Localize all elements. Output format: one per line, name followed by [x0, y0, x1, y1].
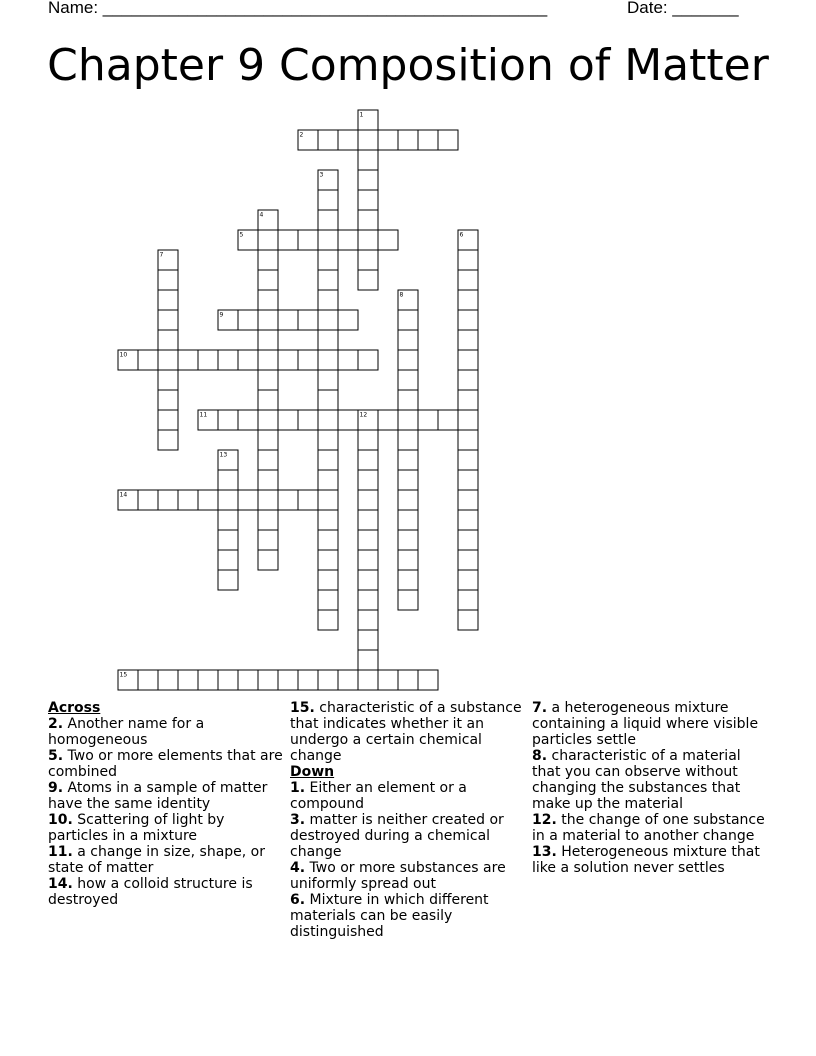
grid-cell[interactable] — [358, 610, 378, 630]
grid-cell[interactable] — [318, 590, 338, 610]
grid-cell[interactable] — [378, 130, 398, 150]
down-clue — [290, 812, 525, 860]
down-clue — [532, 812, 767, 844]
grid-cell[interactable] — [218, 510, 238, 530]
clue-number-label: 2. — [48, 716, 64, 732]
grid-cell[interactable] — [258, 470, 278, 490]
grid-cell[interactable] — [178, 490, 198, 510]
grid-cell[interactable] — [278, 310, 298, 330]
grid-cell[interactable] — [258, 490, 278, 510]
grid-cell[interactable] — [318, 350, 338, 370]
grid-cell[interactable] — [398, 450, 418, 470]
clues-column-3 — [532, 700, 767, 876]
grid-cell[interactable] — [238, 410, 258, 430]
grid-cell[interactable] — [338, 350, 358, 370]
grid-cell[interactable] — [138, 350, 158, 370]
grid-cell[interactable] — [358, 510, 378, 530]
grid-cell[interactable] — [378, 230, 398, 250]
grid-cell[interactable] — [158, 410, 178, 430]
clue-number-label: 1. — [290, 780, 306, 796]
grid-cell[interactable] — [318, 230, 338, 250]
clue-number: 8 — [399, 291, 404, 299]
grid-cell[interactable] — [298, 670, 318, 690]
grid-cell[interactable] — [358, 270, 378, 290]
grid-cell[interactable] — [398, 430, 418, 450]
grid-cell[interactable] — [258, 390, 278, 410]
grid-cell[interactable] — [258, 510, 278, 530]
across-clue — [48, 748, 283, 780]
across-clue — [48, 844, 283, 876]
grid-cell[interactable] — [278, 670, 298, 690]
grid-cell[interactable] — [138, 670, 158, 690]
grid-cell[interactable] — [398, 470, 418, 490]
grid-cell[interactable] — [458, 570, 478, 590]
across-clue — [48, 876, 283, 908]
clue-text: characteristic of a substance that indicates whether it an undergo a certain chemical change — [290, 700, 522, 764]
grid-cell[interactable] — [298, 490, 318, 510]
grid-cell[interactable] — [318, 670, 338, 690]
grid-cell[interactable] — [358, 430, 378, 450]
grid-cell[interactable] — [338, 670, 358, 690]
grid-cell[interactable] — [398, 410, 418, 430]
grid-cell[interactable] — [358, 170, 378, 190]
clue-text: Another name for a homogeneous — [48, 716, 205, 748]
grid-cell[interactable] — [218, 530, 238, 550]
clue-number: 9 — [219, 311, 224, 319]
clues-column-2 — [290, 700, 525, 940]
across-clues-continued — [290, 700, 525, 764]
clue-number-label: 8. — [532, 748, 548, 764]
grid-cell[interactable] — [338, 310, 358, 330]
grid-cell[interactable] — [398, 390, 418, 410]
clue-number-label: 5. — [48, 748, 64, 764]
clue-number-label: 6. — [290, 892, 306, 908]
grid-cell[interactable] — [338, 130, 358, 150]
grid-cell[interactable] — [458, 490, 478, 510]
grid-cell[interactable] — [158, 430, 178, 450]
grid-cell[interactable] — [458, 430, 478, 450]
clues-column-1 — [48, 700, 283, 908]
grid-cell[interactable] — [158, 390, 178, 410]
clue-number: 1 — [359, 111, 364, 119]
clue-text: Two or more substances are uniformly spread out — [290, 860, 506, 892]
grid-cell[interactable] — [458, 330, 478, 350]
grid-cell[interactable] — [318, 530, 338, 550]
clue-text: how a colloid structure is destroyed — [48, 876, 253, 908]
clue-number: 15 — [119, 671, 128, 679]
grid-cell[interactable] — [298, 230, 318, 250]
grid-cell[interactable] — [438, 410, 458, 430]
down-clues-continued — [532, 700, 767, 876]
grid-cell[interactable] — [218, 490, 238, 510]
clue-number: 4 — [259, 211, 264, 219]
grid-cell[interactable] — [458, 510, 478, 530]
grid-cell[interactable] — [398, 330, 418, 350]
grid-cell[interactable] — [398, 370, 418, 390]
grid-cell[interactable] — [218, 670, 238, 690]
grid-cell[interactable] — [458, 390, 478, 410]
grid-cell[interactable] — [158, 270, 178, 290]
across-clue — [48, 812, 283, 844]
grid-cell[interactable] — [358, 230, 378, 250]
grid-cell[interactable] — [258, 670, 278, 690]
grid-cell[interactable] — [358, 450, 378, 470]
clue-number: 12 — [359, 411, 368, 419]
clue-text: a heterogeneous mixture containing a liquid where visible particles settle — [532, 700, 759, 748]
grid-cell[interactable] — [318, 190, 338, 210]
grid-cell[interactable] — [378, 410, 398, 430]
page-title: Chapter 9 Composition of Matter — [47, 40, 769, 91]
grid-cell[interactable] — [358, 470, 378, 490]
grid-cell[interactable] — [158, 670, 178, 690]
grid-cell[interactable] — [258, 350, 278, 370]
clue-text: a change in size, shape, or state of matter — [48, 844, 265, 876]
clue-text: Scattering of light by particles in a mixture — [48, 812, 225, 844]
grid-cell[interactable] — [458, 530, 478, 550]
across-clue — [48, 716, 283, 748]
clue-text: Atoms in a sample of matter have the same identity — [48, 780, 268, 812]
grid-cell[interactable] — [258, 330, 278, 350]
grid-cell[interactable] — [338, 230, 358, 250]
grid-cell[interactable] — [318, 430, 338, 450]
grid-cell[interactable] — [398, 490, 418, 510]
grid-cell[interactable] — [218, 550, 238, 570]
grid-cell[interactable] — [358, 250, 378, 270]
grid-cell[interactable] — [438, 130, 458, 150]
grid-cell[interactable] — [358, 550, 378, 570]
clue-number-label: 9. — [48, 780, 64, 796]
grid-cell[interactable] — [358, 210, 378, 230]
grid-cell[interactable] — [318, 250, 338, 270]
clue-number-label: 13. — [532, 844, 557, 860]
grid-cell[interactable] — [318, 410, 338, 430]
grid-cell[interactable] — [198, 670, 218, 690]
grid-cell[interactable] — [358, 590, 378, 610]
grid-cell[interactable] — [378, 670, 398, 690]
grid-cell[interactable] — [418, 130, 438, 150]
clue-text: matter is neither created or destroyed during a chemical change — [290, 812, 504, 860]
grid-cell[interactable] — [318, 330, 338, 350]
across-clue — [290, 700, 525, 764]
grid-cell[interactable] — [318, 390, 338, 410]
across-clues — [48, 716, 283, 908]
down-clue — [532, 748, 767, 812]
grid-cell[interactable] — [418, 410, 438, 430]
grid-cell[interactable] — [358, 650, 378, 670]
grid-cell[interactable] — [318, 510, 338, 530]
grid-cell[interactable] — [458, 290, 478, 310]
grid-cell[interactable] — [238, 670, 258, 690]
grid-cell[interactable] — [298, 410, 318, 430]
grid-cell[interactable] — [458, 450, 478, 470]
grid-cell[interactable] — [358, 490, 378, 510]
grid-cell[interactable] — [398, 310, 418, 330]
grid-cell[interactable] — [298, 350, 318, 370]
clue-number: 5 — [239, 231, 244, 239]
grid-cell[interactable] — [258, 550, 278, 570]
clue-number: 2 — [299, 131, 304, 139]
clue-number: 10 — [119, 351, 128, 359]
grid-cell[interactable] — [458, 250, 478, 270]
clue-number: 11 — [199, 411, 208, 419]
down-clues — [290, 780, 525, 940]
grid-cell[interactable] — [398, 510, 418, 530]
grid-cell[interactable] — [318, 270, 338, 290]
grid-cell[interactable] — [258, 290, 278, 310]
grid-cell[interactable] — [458, 310, 478, 330]
grid-cell[interactable] — [158, 290, 178, 310]
clue-number-label: 14. — [48, 876, 73, 892]
grid-cell[interactable] — [278, 350, 298, 370]
down-clue — [290, 780, 525, 812]
grid-cell[interactable] — [458, 410, 478, 430]
clue-text: Two or more elements that are combined — [48, 748, 283, 780]
grid-cell[interactable] — [258, 270, 278, 290]
down-clue — [290, 860, 525, 892]
grid-cell[interactable] — [158, 350, 178, 370]
grid-cell[interactable] — [158, 310, 178, 330]
clue-text: characteristic of a material that you can observe without changing the substances that make up the material — [532, 748, 741, 812]
down-clue — [532, 700, 767, 748]
grid-cell[interactable] — [358, 190, 378, 210]
date-field-label[interactable]: Date: _______ — [627, 0, 739, 17]
clue-number: 3 — [319, 171, 324, 179]
grid-cell[interactable] — [358, 130, 378, 150]
grid-cell[interactable] — [458, 270, 478, 290]
grid-cell[interactable] — [278, 490, 298, 510]
grid-cell[interactable] — [398, 130, 418, 150]
grid-cell[interactable] — [458, 370, 478, 390]
grid-cell[interactable] — [458, 350, 478, 370]
grid-cell[interactable] — [198, 490, 218, 510]
grid-cell[interactable] — [258, 310, 278, 330]
grid-cell[interactable] — [218, 570, 238, 590]
grid-cell[interactable] — [318, 210, 338, 230]
grid-cell[interactable] — [258, 450, 278, 470]
grid-cell[interactable] — [278, 410, 298, 430]
grid-cell[interactable] — [318, 610, 338, 630]
grid-cell[interactable] — [398, 670, 418, 690]
down-clue — [290, 892, 525, 940]
down-heading: Down — [290, 764, 335, 780]
grid-cell[interactable] — [278, 230, 298, 250]
across-heading: Across — [48, 700, 101, 716]
grid-cell[interactable] — [338, 410, 358, 430]
clue-text: Either an element or a compound — [290, 780, 467, 812]
grid-cell[interactable] — [178, 670, 198, 690]
grid-cell[interactable] — [318, 310, 338, 330]
grid-cell[interactable] — [398, 570, 418, 590]
clue-number: 7 — [159, 251, 164, 259]
grid-cell[interactable] — [298, 310, 318, 330]
grid-cell[interactable] — [458, 550, 478, 570]
clue-text: the change of one substance in a material to another change — [532, 812, 765, 844]
clue-number-label: 15. — [290, 700, 315, 716]
grid-cell[interactable] — [258, 230, 278, 250]
grid-cell[interactable] — [158, 370, 178, 390]
grid-cell[interactable] — [418, 670, 438, 690]
clue-number: 13 — [219, 451, 228, 459]
grid-cell[interactable] — [458, 470, 478, 490]
grid-cell[interactable] — [258, 370, 278, 390]
grid-cell[interactable] — [398, 590, 418, 610]
grid-cell[interactable] — [358, 630, 378, 650]
clue-number-label: 10. — [48, 812, 73, 828]
grid-cell[interactable] — [318, 570, 338, 590]
clue-text: Mixture in which different materials can be easily distinguished — [290, 892, 489, 940]
grid-cell[interactable] — [258, 530, 278, 550]
grid-cell[interactable] — [318, 450, 338, 470]
grid-cell[interactable] — [238, 490, 258, 510]
grid-cell[interactable] — [218, 470, 238, 490]
grid-cell[interactable] — [218, 410, 238, 430]
grid-cell[interactable] — [258, 410, 278, 430]
grid-cell[interactable] — [238, 310, 258, 330]
clue-number-label: 11. — [48, 844, 73, 860]
grid-cell[interactable] — [358, 670, 378, 690]
grid-cell[interactable] — [318, 550, 338, 570]
down-clue — [532, 844, 767, 876]
clue-number-label: 3. — [290, 812, 306, 828]
grid-cell[interactable] — [458, 610, 478, 630]
grid-cell[interactable] — [358, 570, 378, 590]
name-field-label[interactable]: Name: _______________________________________________ — [48, 0, 548, 17]
grid-cell[interactable] — [158, 330, 178, 350]
grid-cell[interactable] — [458, 590, 478, 610]
grid-cell[interactable] — [398, 530, 418, 550]
grid-cell[interactable] — [138, 490, 158, 510]
grid-cell[interactable] — [318, 370, 338, 390]
clue-number-label: 4. — [290, 860, 306, 876]
grid-cell[interactable] — [218, 350, 238, 370]
clue-number: 14 — [119, 491, 128, 499]
clue-number-label: 12. — [532, 812, 557, 828]
grid-cell[interactable] — [398, 350, 418, 370]
grid-cell[interactable] — [198, 350, 218, 370]
grid-cell[interactable] — [318, 290, 338, 310]
clue-number-label: 7. — [532, 700, 548, 716]
grid-cell[interactable] — [158, 490, 178, 510]
grid-cell[interactable] — [258, 430, 278, 450]
grid-cell[interactable] — [178, 350, 198, 370]
clue-number: 6 — [459, 231, 464, 239]
grid-cell[interactable] — [318, 470, 338, 490]
grid-cell[interactable] — [258, 250, 278, 270]
grid-cell[interactable] — [358, 530, 378, 550]
grid-cell[interactable] — [398, 550, 418, 570]
grid-cell[interactable] — [358, 350, 378, 370]
grid-cell[interactable] — [318, 490, 338, 510]
grid-cell[interactable] — [318, 130, 338, 150]
clue-text: Heterogeneous mixture that like a solution never settles — [532, 844, 760, 876]
across-clue — [48, 780, 283, 812]
grid-cell[interactable] — [238, 350, 258, 370]
grid-cell[interactable] — [358, 150, 378, 170]
